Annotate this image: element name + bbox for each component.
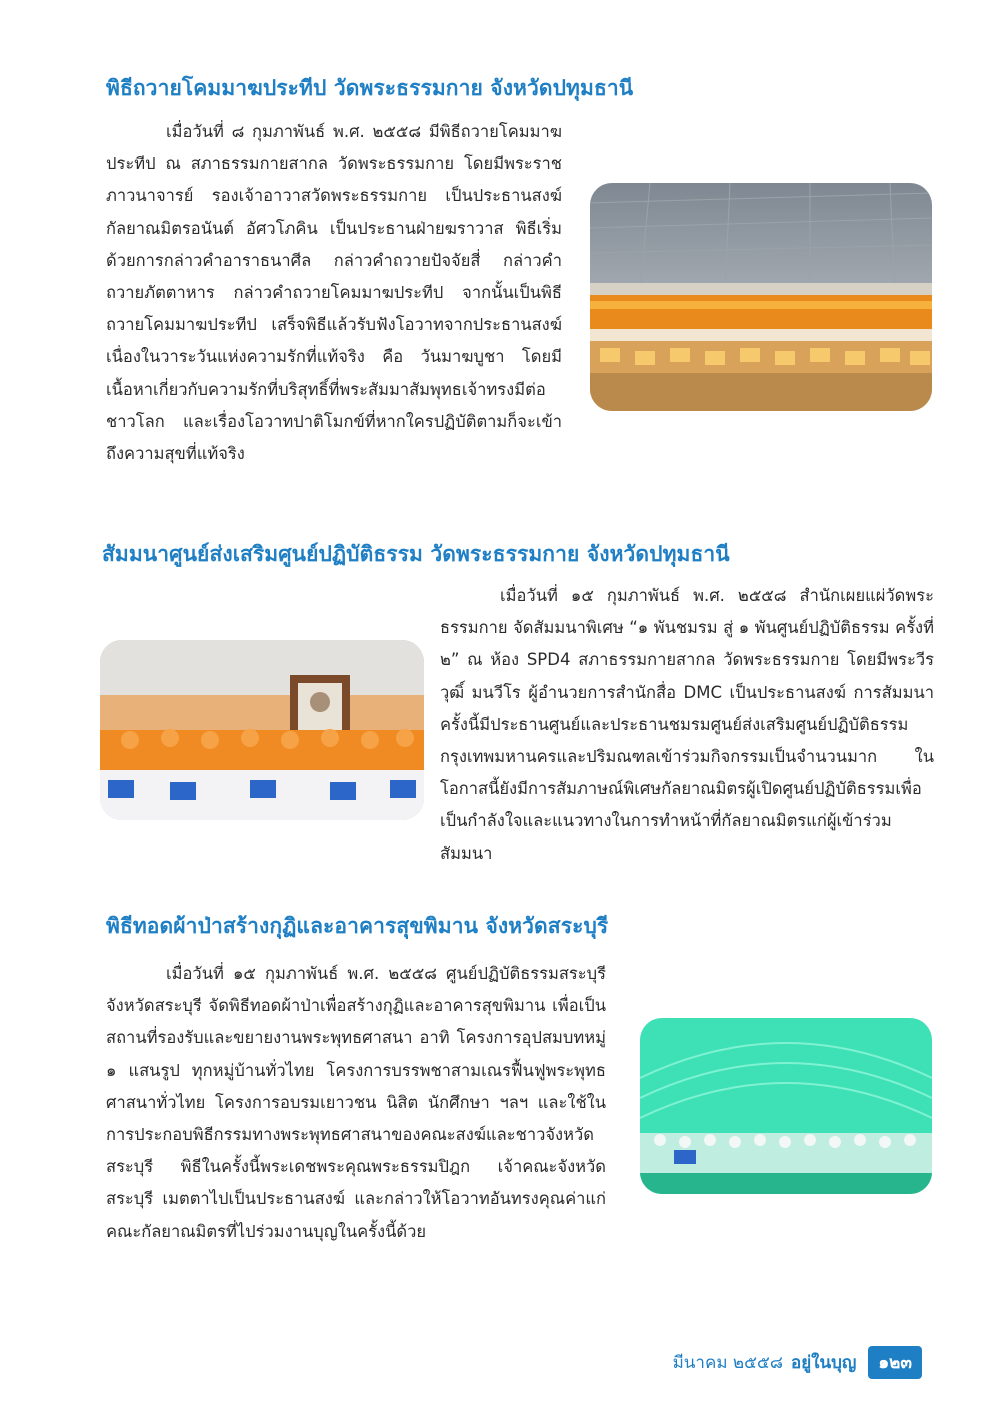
article-3-title: พิธีทอดผ้าป่าสร้างกุฏิและอาคารสุขพิมาน จังหวัดสระบุรี [106, 914, 609, 938]
article-2-body: เมื่อวันที่ ๑๕ กุมภาพันธ์ พ.ศ. ๒๕๕๘ สำนักเผยแผ่วัดพระธรรมกาย จัดสัมมนาพิเศษ “๑ พันชมรม สู่ ๑ พันศูนย์ปฏิบัติธรรม ครั้งที่ ๒” ณ ห้อง SPD4 สภาธรรมกายสากล วัดพระธรรมกาย โดยมีพระวีรวุฒิ์ มนวีโร ผู้อำนวยการสำนักสื่อ DMC เป็นประธานสงฆ์ การสัมมนาครั้งนี้มีประธานศูนย์และประธานชมรมศูนย์ส่งเสริมศูนย์ปฏิบัติธรรมกรุงเทพมหานครและปริมณฑลเข้าร่วมกิจกรรมเป็นจำนวนมาก ในโอกาสนี้ยังมีการสัมภาษณ์พิเศษกัลยาณมิตรผู้เปิดศูนย์ปฏิบัติธรรมเพื่อเป็นกำลังใจและแนวทางในการทำหน้าที่กัลยาณมิตรแก่ผู้เข้าร่วมสัมมนา [440, 586, 934, 863]
saraburi-ceremony-photo [640, 1018, 932, 1194]
article-1-title: พิธีถวายโคมมาฆประทีป วัดพระธรรมกาย จังหวัดปทุมธานี [106, 76, 634, 100]
article-3-body: เมื่อวันที่ ๑๕ กุมภาพันธ์ พ.ศ. ๒๕๕๘ ศูนย์ปฏิบัติธรรมสระบุรี จังหวัดสระบุรี จัดพิธีทอดผ้าป่าเพื่อสร้างกุฏิและอาคารสุขพิมาน เพื่อเป็นสถานที่รองรับและขยายงานพระพุทธศาสนา อาทิ โครงการอุปสมบทหมู่ ๑ แสนรูป ทุกหมู่บ้านทั่วไทย โครงการบรรพชาสามเณรฟื้นฟูพระพุทธศาสนาทั่วไทย โครงการอบรมเยาวชน นิสิต นักศึกษา ฯลฯ และใช้ในการประกอบพิธีกรรมทางพระพุทธศาสนาของคณะสงฆ์และชาวจังหวัดสระบุรี พิธีในครั้งนี้พระเดชพระคุณพระธรรมปิฎก เจ้าคณะจังหวัดสระบุรี เมตตาไปเป็นประธานสงฆ์ และกล่าวให้โอวาทอันทรงคุณค่าแก่คณะกัลยาณมิตรที่ไปร่วมงานบุญในครั้งนี้ด้วย [106, 964, 606, 1241]
lantern-hall-photo [590, 183, 932, 411]
seminar-group-photo [100, 640, 424, 820]
issue-date: มีนาคม ๒๕๕๘ [672, 1352, 783, 1373]
article-2-title: สัมมนาศูนย์ส่งเสริมศูนย์ปฏิบัติธรรม วัดพระธรรมกาย จังหวัดปทุมธานี [102, 542, 730, 566]
magazine-name: อยู่ในบุญ [791, 1352, 857, 1373]
article-1-body: เมื่อวันที่ ๘ กุมภาพันธ์ พ.ศ. ๒๕๕๘ มีพิธีถวายโคมมาฆประทีป ณ สภาธรรมกายสากล วัดพระธรรมกาย โดยมีพระราชภาวนาจารย์ รองเจ้าอาวาสวัดพระธรรมกาย เป็นประธานสงฆ์ กัลยาณมิตรอนันต์ อัศวโภคิน เป็นประธานฝ่ายฆราวาส พิธีเริ่มด้วยการกล่าวคำอาราธนาศีล กล่าวคำถวายปัจจัยสี่ กล่าวคำถวายภัตตาหาร กล่าวคำถวายโคมมาฆประทีป จากนั้นเป็นพิธีถวายโคมมาฆประทีป เสร็จพิธีแล้วรับฟังโอวาทจากประธานสงฆ์เนื่องในวาระวันแห่งความรักที่แท้จริง คือ วันมาฆบูชา โดยมีเนื้อหาเกี่ยวกับความรักที่บริสุทธิ์ที่พระสัมมาสัมพุทธเจ้าทรงมีต่อชาวโลก และเรื่องโอวาทปาติโมกข์ที่หากใครปฏิบัติตามก็จะเข้าถึงความสุขที่แท้จริง [106, 122, 562, 464]
page-footer [673, 1345, 922, 1379]
page-number: ๑๒๓ [868, 1346, 922, 1379]
